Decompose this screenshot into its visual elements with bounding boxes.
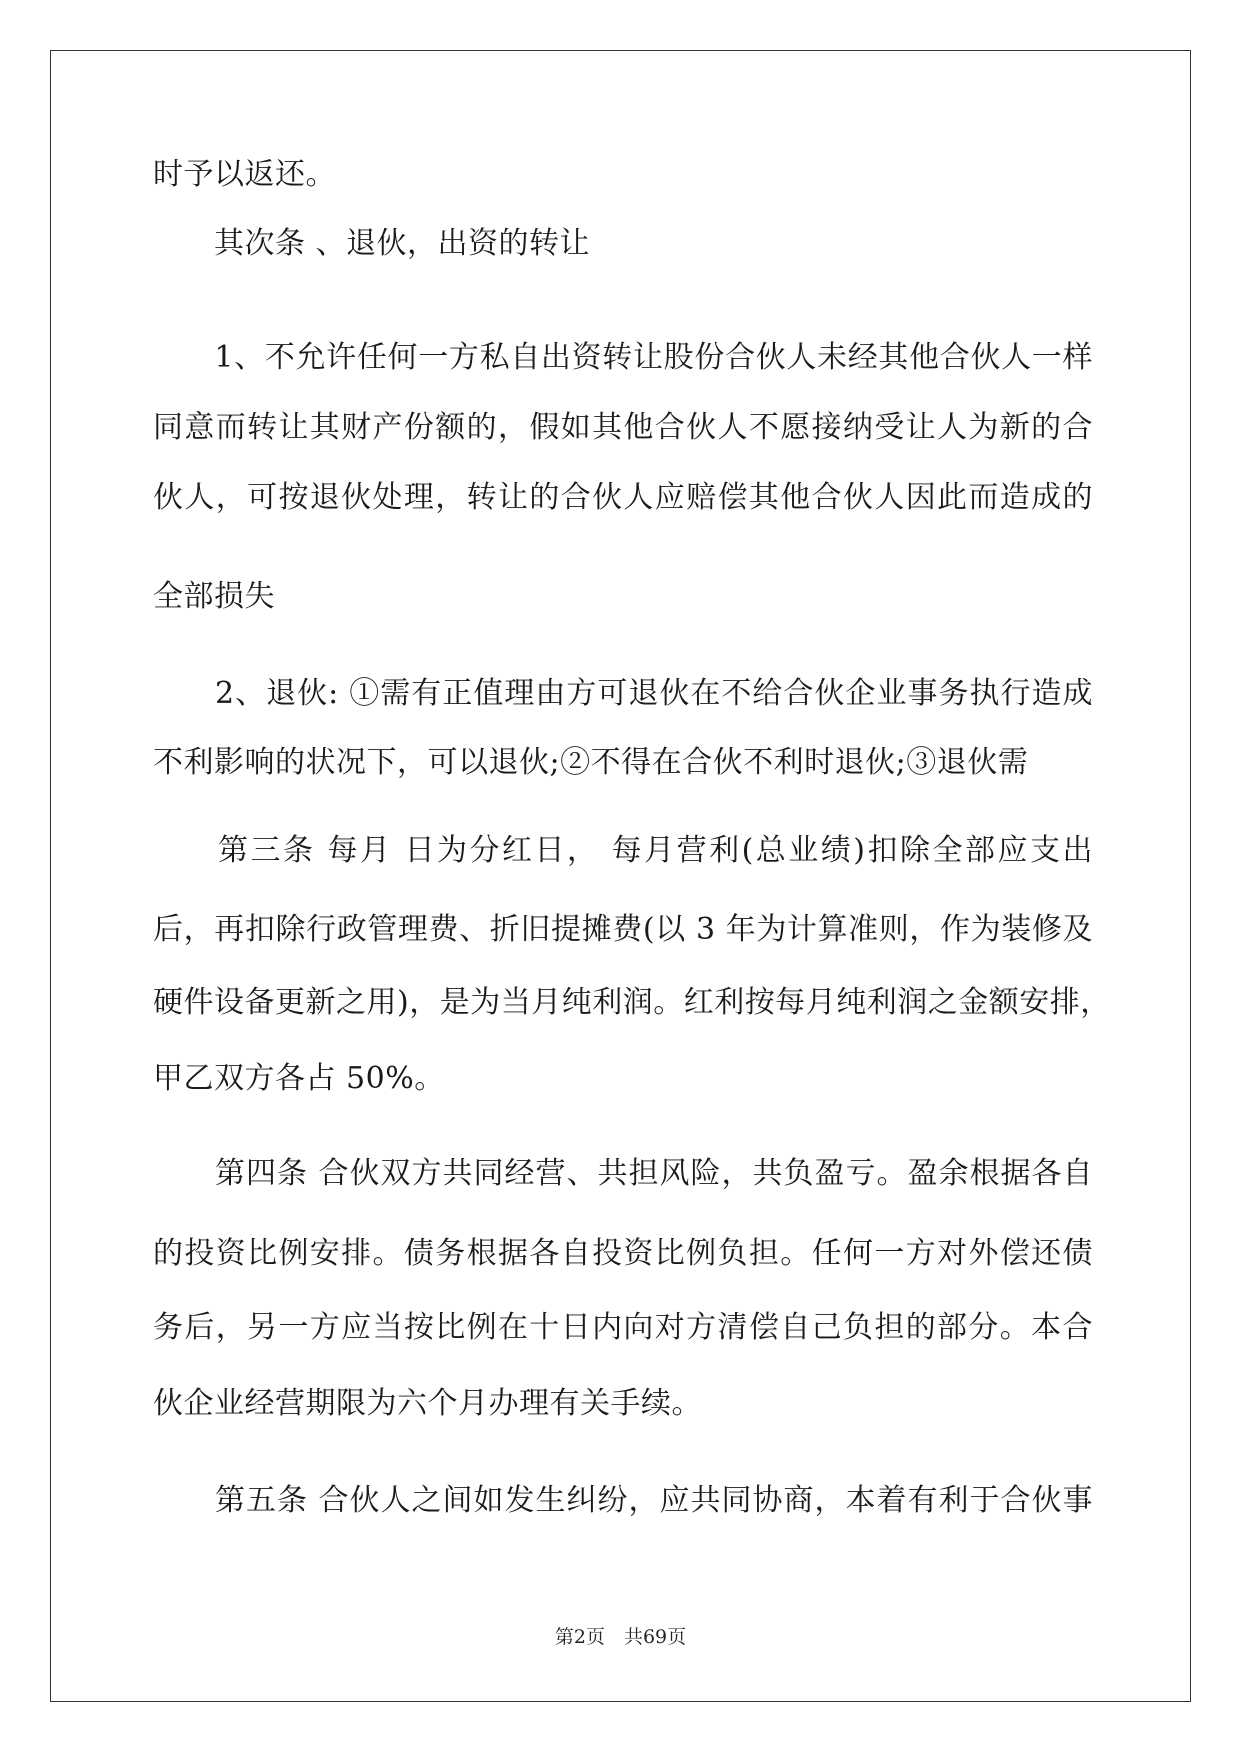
- text-line: 全部损失: [153, 579, 275, 614]
- text-line: 同意而转让其财产份额的，假如其他合伙人不愿接纳受让人为新的合: [153, 410, 1093, 445]
- text-line: 的投资比例安排。债务根据各自投资比例负担。任何一方对外偿还债: [153, 1236, 1093, 1271]
- text-line: 时予以返还。: [153, 157, 336, 192]
- text-line: 1、不允许任何一方私自出资转让股份合伙人未经其他合伙人一样: [153, 340, 1093, 375]
- text-line: 第五条 合伙人之间如发生纠纷，应共同协商，本着有利于合伙事: [153, 1483, 1093, 1518]
- text-line: 硬件设备更新之用)，是为当月纯利润。红利按每月纯利润之金额安排，: [153, 985, 1111, 1020]
- text-line: 第三条 每月 日为分红日， 每月营利(总业绩)扣除全部应支出: [153, 833, 1093, 868]
- text-line: 伙企业经营期限为六个月办理有关手续。: [153, 1386, 702, 1421]
- text-line: 后，再扣除行政管理费、折旧提摊费(以 3 年为计算准则，作为装修及: [153, 912, 1093, 947]
- page-border: [50, 50, 1191, 1702]
- text-line: 其次条 、退伙，出资的转让: [153, 226, 591, 261]
- text-line: 务后，另一方应当按比例在十日内向对方清偿自己负担的部分。本合: [153, 1310, 1093, 1345]
- text-line: 2、退伙: ①需有正值理由方可退伙在不给合伙企业事务执行造成: [153, 676, 1093, 711]
- text-line: 甲乙双方各占 50%。: [153, 1061, 445, 1096]
- text-line: 伙人，可按退伙处理，转让的合伙人应赔偿其他合伙人因此而造成的: [153, 480, 1093, 515]
- page-number: 第2页 共69页: [554, 1626, 687, 1648]
- text-line: 不利影响的状况下，可以退伙;②不得在合伙不利时退伙;③退伙需: [153, 745, 1029, 780]
- text-line: 第四条 合伙双方共同经营、共担风险，共负盈亏。盈余根据各自: [153, 1156, 1093, 1191]
